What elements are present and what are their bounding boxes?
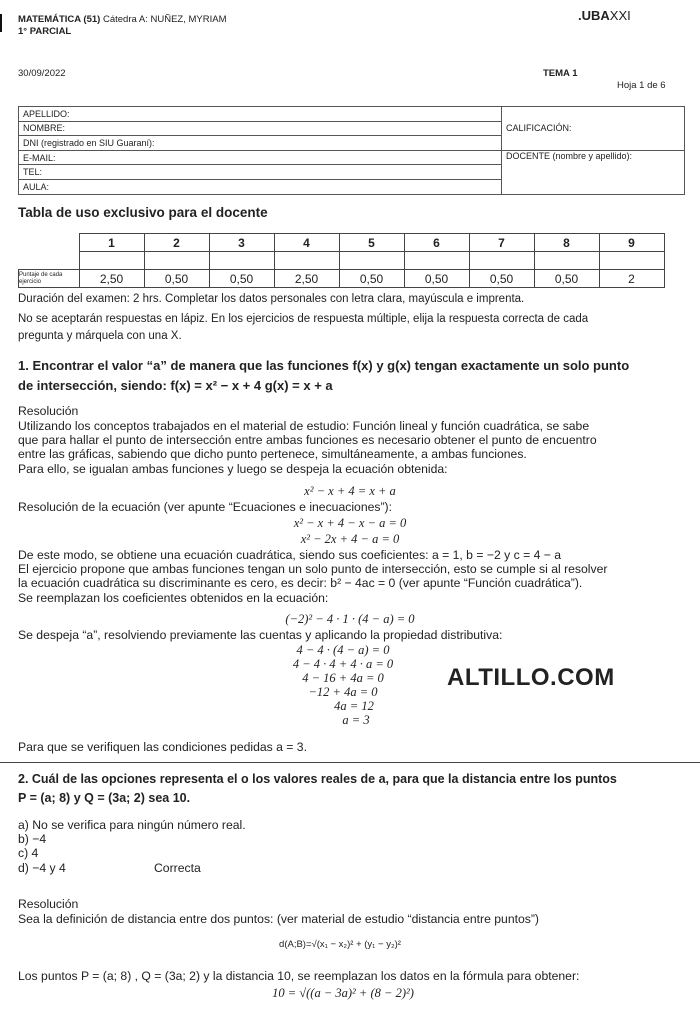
- teacher-table-title: Tabla de uso exclusivo para el docente: [18, 205, 268, 220]
- ex1-title-line2: de intersección, siendo: f(x) = x² − x + 4 g(x) = x + a: [18, 378, 333, 393]
- ex1-eq6: 4 − 4 · 4 + 4 · a = 0: [292, 657, 394, 671]
- instructions: [18, 291, 588, 345]
- left-margin-bar: [0, 14, 2, 32]
- option-d-row: [18, 861, 246, 875]
- ex1-p7: El ejercicio propone que ambas funciones tengan un solo punto de intersección, esto se cumple si al resolver: [18, 562, 608, 577]
- teacher-box[interactable]: [502, 150, 685, 194]
- course-header: [18, 14, 227, 38]
- duration-text: Duración del examen: 2 hrs. Completar los datos personales con letra clara, mayúscula e imprenta.: [18, 293, 525, 305]
- uba-logo-bold: .UBA: [578, 8, 610, 23]
- ex1-eq2: x² − x + 4 − x − a = 0: [293, 516, 407, 530]
- exam-name: 1° PARCIAL: [18, 26, 72, 37]
- ex1-title: [18, 356, 629, 396]
- ex1-p6: De este modo, se obtiene una ecuación cuadrática, siendo sus coeficientes: a = 1, b = −2 y c = 4 − a: [18, 548, 562, 562]
- col-2: 2: [144, 234, 209, 252]
- score-cell: 0,50: [209, 270, 274, 288]
- ex2-title-line2: P = (a; 8) y Q = (3a; 2) sea 10.: [18, 791, 191, 805]
- col-1: 1: [79, 234, 144, 252]
- score-cell: 0,50: [339, 270, 404, 288]
- col-8: 8: [534, 234, 599, 252]
- grade-label: CALIFICACIÓN:: [506, 123, 572, 134]
- ex2-title-line1: 2. Cuál de las opciones representa el o los valores reales de a, para que la distancia entre los puntos: [18, 772, 617, 786]
- ex1-eq8: −12 + 4a = 0: [308, 685, 378, 699]
- score-cell: 2,50: [274, 270, 339, 288]
- ex1-eq7: 4 − 16 + 4a = 0: [302, 671, 384, 685]
- ex1-res-label: Resolución: [18, 404, 79, 418]
- col-3: 3: [209, 234, 274, 252]
- ex1-eq4: (−2)² − 4 · 1 · (4 − a) = 0: [285, 612, 415, 626]
- field-nombre[interactable]: NOMBRE:: [19, 121, 502, 136]
- field-email[interactable]: E-MAIL:: [19, 150, 502, 165]
- ex1-p1: Utilizando los conceptos trabajados en el material de estudio: Función lineal y función cuadrática, se sabe: [18, 419, 590, 433]
- grade-cell[interactable]: [339, 252, 404, 270]
- grade-box[interactable]: [502, 107, 685, 151]
- distance-formula: d(A;B)=√(x₁ − x₂)² + (y₁ − y₂)²: [279, 939, 401, 950]
- exam-date: 30/09/2022: [18, 68, 66, 79]
- ex1-paragraph: [18, 419, 597, 476]
- field-apellido[interactable]: APELLIDO:: [19, 107, 502, 122]
- col-6: 6: [404, 234, 469, 252]
- ex1-eq9: 4a = 12: [334, 699, 374, 713]
- field-tel[interactable]: TEL:: [19, 165, 502, 180]
- course-name: MATEMÁTICA (51): [18, 14, 101, 25]
- grade-cell[interactable]: [209, 252, 274, 270]
- ex2-options: [18, 818, 246, 875]
- grade-cell[interactable]: [599, 252, 664, 270]
- ex2-title: [18, 770, 617, 808]
- score-label: Puntaje de cada ejercicio: [19, 270, 80, 288]
- grade-cell[interactable]: [79, 252, 144, 270]
- ex1-paragraph-2: [18, 548, 607, 605]
- ex1-p2: que para hallar el punto de intersección entre ambas funciones es necesario obtener el punto de encuentro: [18, 433, 597, 448]
- ex2-res-label: Resolución: [18, 897, 79, 911]
- ex1-p4: Para ello, se igualan ambas funciones y luego se despeja la ecuación obtenida:: [18, 461, 448, 476]
- ex1-p9: Se reemplazan los coeficientes obtenidos en la ecuación:: [18, 590, 329, 605]
- score-cell: 0,50: [469, 270, 534, 288]
- ex1-eq5: 4 − 4 · (4 − a) = 0: [296, 643, 390, 657]
- grade-cell[interactable]: [534, 252, 599, 270]
- ex1-eq3: x² − 2x + 4 − a = 0: [300, 532, 400, 546]
- ex1-eq10: a = 3: [342, 713, 370, 727]
- ex1-p5: Resolución de la ecuación (ver apunte “Ecuaciones e inecuaciones”):: [18, 500, 392, 514]
- col-7: 7: [469, 234, 534, 252]
- grade-cell[interactable]: [144, 252, 209, 270]
- uba-logo-light: XXI: [609, 8, 631, 23]
- ex1-p3: entre las gráficas, sabiendo que dicho punto pertenece, simultáneamente, a ambas funciones.: [18, 447, 527, 462]
- teacher-table: [18, 233, 665, 288]
- ex2-p1: Sea la definición de distancia entre dos puntos: (ver material de estudio “distancia entre puntos”): [18, 912, 539, 926]
- ex1-p10: Se despeja “a”, resolviendo previamente las cuentas y aplicando la propiedad distributiva:: [18, 628, 503, 642]
- score-cell: 2: [599, 270, 664, 288]
- option-d[interactable]: d) −4 y 4: [18, 860, 66, 875]
- student-form: [18, 106, 685, 195]
- grade-cell[interactable]: [404, 252, 469, 270]
- uba-logo: [578, 8, 631, 23]
- pencil-text-2: pregunta y márquela con una X.: [18, 330, 182, 342]
- ex1-conclusion: Para que se verifiquen las condiciones pedidas a = 3.: [18, 740, 307, 754]
- score-cell: 0,50: [404, 270, 469, 288]
- ex1-eq1: x² − x + 4 = x + a: [304, 484, 396, 498]
- teacher-label: DOCENTE (nombre y apellido):: [506, 150, 633, 161]
- score-cell: 2,50: [79, 270, 144, 288]
- pencil-text-1: No se aceptarán respuestas en lápiz. En los ejercicios de respuesta múltiple, elija la respuesta correcta de cada: [18, 313, 589, 325]
- option-c[interactable]: c) 4: [18, 846, 39, 861]
- col-4: 4: [274, 234, 339, 252]
- col-9: 9: [599, 234, 664, 252]
- correct-marker: Correcta: [154, 860, 201, 875]
- watermark: ALTILLO.COM: [447, 664, 615, 691]
- grade-cell[interactable]: [469, 252, 534, 270]
- ex2-eq1: 10 = √((a − 3a)² + (8 − 2)²): [272, 986, 414, 1000]
- col-5: 5: [339, 234, 404, 252]
- option-b[interactable]: b) −4: [18, 832, 47, 847]
- page-number: Hoja 1 de 6: [617, 80, 666, 91]
- field-dni[interactable]: DNI (registrado en SIU Guaraní):: [19, 136, 502, 151]
- score-cell: 0,50: [534, 270, 599, 288]
- grade-cell[interactable]: [274, 252, 339, 270]
- option-a[interactable]: a) No se verifica para ningún número real.: [18, 818, 246, 832]
- field-aula[interactable]: AULA:: [19, 179, 502, 194]
- ex1-p8: la ecuación cuadrática su discriminante es cero, es decir: b² − 4ac = 0 (ver apunte “Función cuadrática”).: [18, 576, 583, 591]
- ex1-title-line1: 1. Encontrar el valor “a” de manera que las funciones f(x) y g(x) tengan exactamente un solo punto: [18, 358, 630, 373]
- score-cell: 0,50: [144, 270, 209, 288]
- chair-name: Cátedra A: NUÑEZ, MYRIAM: [102, 14, 227, 25]
- ex2-p2: Los puntos P = (a; 8) , Q = (3a; 2) y la distancia 10, se reemplazan los datos en la fórmula para obtener:: [18, 969, 580, 983]
- section-divider: [0, 762, 700, 763]
- theme-label: TEMA 1: [543, 68, 578, 79]
